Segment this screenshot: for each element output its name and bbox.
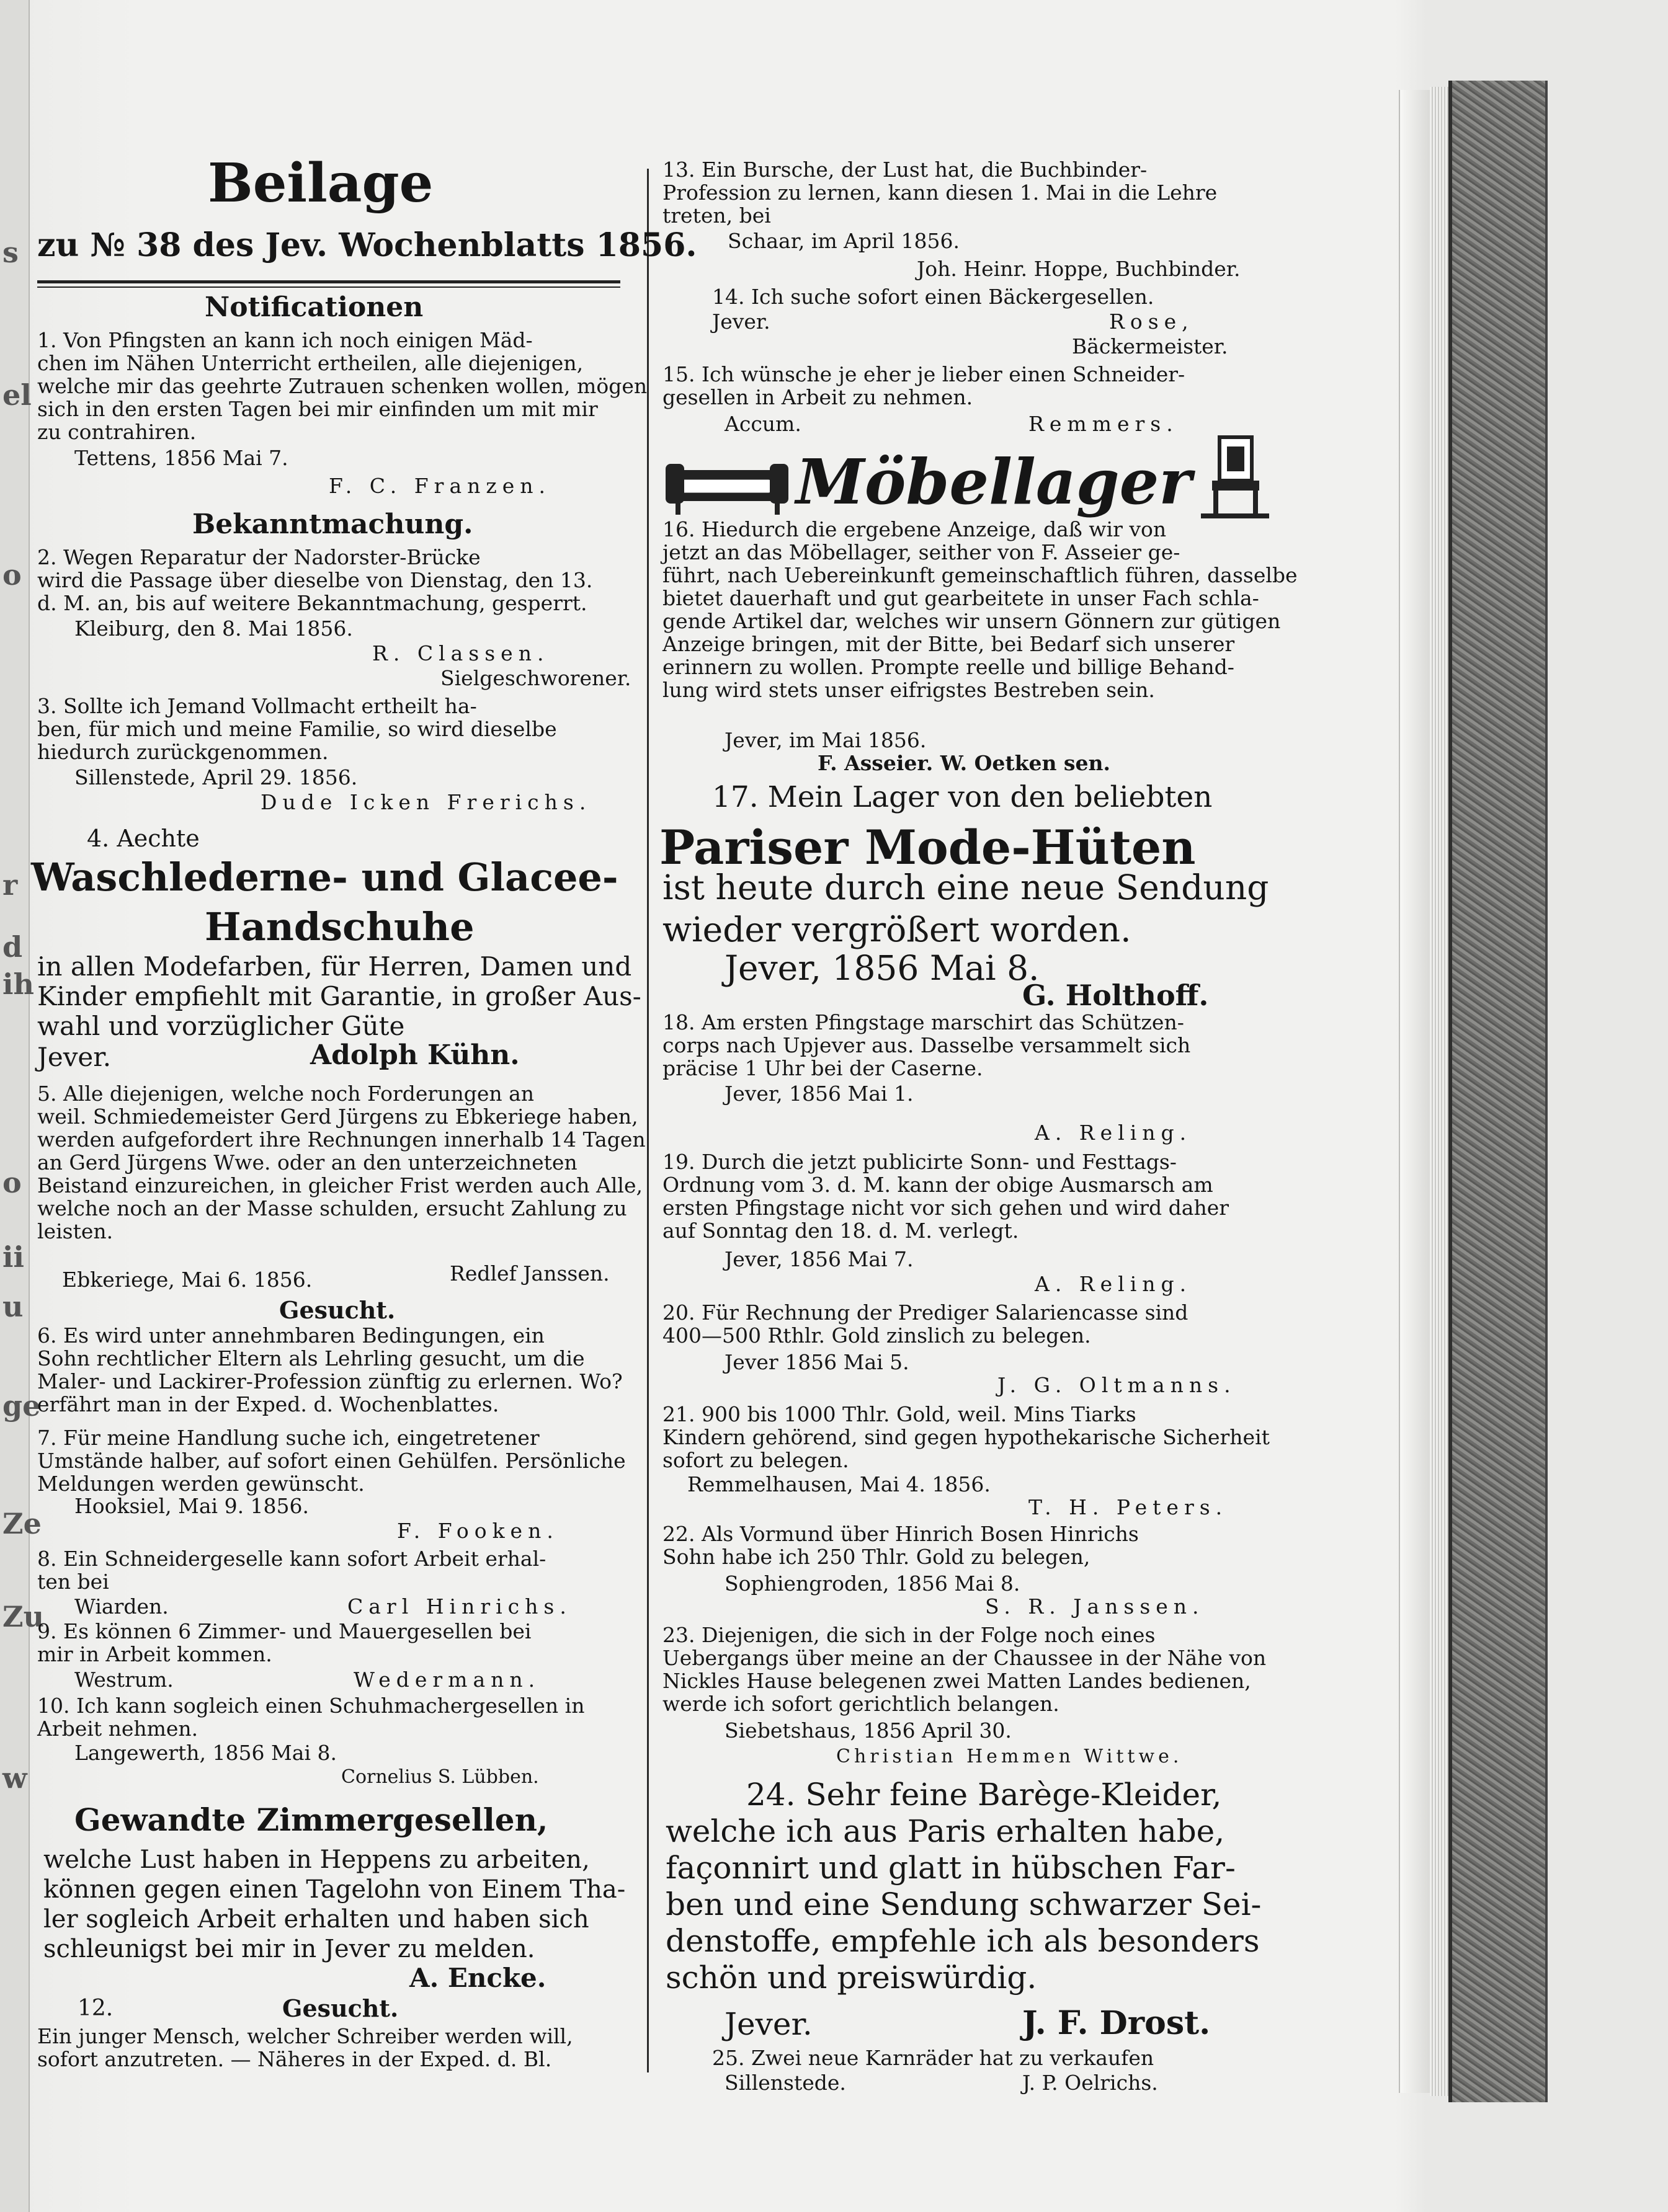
notice-place: Jever 1856 Mai 5. bbox=[725, 1350, 909, 1374]
notice-signature: F. Fooken. bbox=[397, 1519, 559, 1543]
notice-place: Sillenstede, April 29. 1856. bbox=[74, 765, 358, 789]
notice-signature: Remmers. bbox=[1028, 412, 1179, 436]
notice-signature: Adolph Kühn. bbox=[310, 1039, 520, 1071]
notice-place: Siebetshaus, 1856 April 30. bbox=[725, 1718, 1012, 1743]
notice-23: 23. Diejenigen, die sich in der Folge noch eines Uebergangs über meine an der Chaussee in der Nähe von Nickles Hause belegenen zwei Matten Landes bedienen, werde ich sofort gerichtlich belangen. bbox=[662, 1623, 1267, 1716]
ad-headline: Pariser Mode-Hüten bbox=[659, 820, 1196, 875]
chair-icon bbox=[1201, 434, 1269, 521]
notice-24: 24. Sehr feine Barège-Kleider, welche ich aus Paris erhalten habe, façonnirt und glatt in hübschen Far- ben und eine Sendung schwarzer Sei- denstoffe, empfehle ich als besonders schön und preiswürdig. bbox=[666, 1777, 1262, 1996]
notice-signature: J. G. Oltmanns. bbox=[997, 1373, 1236, 1397]
ad-headline: Möbellager bbox=[796, 445, 1192, 518]
notice-9: 9. Es können 6 Zimmer- und Mauergesellen bei mir in Arbeit kommen. bbox=[37, 1619, 532, 1666]
notice-place: Sophiengroden, 1856 Mai 8. bbox=[725, 1571, 1020, 1596]
notice-25: 25. Zwei neue Karnräder hat zu verkaufen bbox=[712, 2046, 1154, 2070]
notice-place: Jever, 1856 Mai 8. bbox=[725, 948, 1040, 988]
header-rule bbox=[37, 280, 620, 283]
notice-16: 16. Hiedurch die ergebene Anzeige, daß wir von jetzt an das Möbellager, seither von F. Asseier ge- führt, nach Uebereinkunft gemeinschaftlich führen, dasselbe bietet dauerhaft und gut gearbeitete in unser Fach schla- gende Artikel dar, welches wir unsern Gönnern zur gütigen Anzeige bringen, mit der Bitte, bei Bedarf sich unserer erinnern zu wollen. Prompte reelle und billige Behand- lung wird stets unser eifrigstes Bestreben sein. bbox=[662, 517, 1298, 702]
notice-signature: F. C. Franzen. bbox=[329, 474, 551, 498]
page-stack bbox=[1430, 87, 1448, 2096]
notice-signature: G. Holthoff. bbox=[1022, 979, 1209, 1012]
notice-signature: R. Classen. bbox=[372, 641, 550, 665]
section-heading: Gesucht. bbox=[282, 1994, 399, 2022]
notice-14: 14. Ich suche sofort einen Bäckergesellen. bbox=[712, 285, 1154, 309]
notice-number: 12. bbox=[78, 1996, 114, 2021]
notice-11: welche Lust haben in Heppens zu arbeiten, können gegen einen Tagelohn von Einem Tha- ler sogleich Arbeit erhalten und haben sich schleunigst bei mir in Jever zu melden. bbox=[43, 1846, 626, 1963]
previous-page-edge: s el o r d ih o ii u ge Ze Zu w bbox=[0, 0, 30, 2212]
notice-signature: Cornelius S. Lübben. bbox=[341, 1766, 539, 1788]
ad-line: ist heute durch eine neue Sendung bbox=[662, 868, 1269, 907]
notice-20: 20. Für Rechnung der Prediger Salariencasse sind 400—500 Rthlr. Gold zinslich zu belegen. bbox=[662, 1300, 1189, 1348]
notice-signature: Carl Hinrichs. bbox=[347, 1594, 572, 1619]
notice-signature: S. R. Janssen. bbox=[985, 1594, 1205, 1619]
notice-12: Ein junger Mensch, welcher Schreiber werden will, sofort anzutreten. — Näheres in der Exped. d. Bl. bbox=[37, 2024, 573, 2071]
notice-place: Kleiburg, den 8. Mai 1856. bbox=[74, 616, 353, 641]
ad-headline: Waschlederne- und Glacee- bbox=[31, 855, 618, 900]
notice-place: Jever, im Mai 1856. bbox=[725, 728, 927, 752]
book-spine bbox=[1448, 81, 1548, 2102]
notice-22: 22. Als Vormund über Hinrich Bosen Hinrichs Sohn habe ich 250 Thlr. Gold zu belegen, bbox=[662, 1522, 1139, 1569]
ad-headline: Handschuhe bbox=[205, 904, 475, 949]
notice-13: 13. Ein Bursche, der Lust hat, die Buchbinder- Profession zu lernen, kann diesen 1. Mai in die Lehre treten, bei bbox=[662, 158, 1218, 228]
notice-10: 10. Ich kann sogleich einen Schuhmachergesellen in Arbeit nehmen. bbox=[37, 1694, 585, 1741]
ad-headline: Gewandte Zimmergesellen, bbox=[74, 1801, 548, 1838]
section-heading: Bekanntmachung. bbox=[192, 509, 473, 540]
notice-5: 5. Alle diejenigen, welche noch Forderungen an weil. Schmiedemeister Gerd Jürgens zu Ebkeriege haben, werden aufgefordert ihre Rechnungen innerhalb 14 Tagen an Gerd Jürgens Wwe. oder an den unterzeichneten Beistand einzureichen, in gleicher Frist werden auch Alle, welche noch an der Masse schulden, ersucht Zahlung zu leisten. bbox=[37, 1082, 646, 1243]
notice-signature: A. Encke. bbox=[409, 1963, 546, 1993]
notice-3: 3. Sollte ich Jemand Vollmacht ertheilt ha- ben, für mich und meine Familie, so wird dieselbe hiedurch zurückgenommen. bbox=[37, 694, 557, 764]
notice-15: 15. Ich wünsche je eher je lieber einen Schneider- gesellen in Arbeit zu nehmen. bbox=[662, 362, 1185, 409]
notice-place: Schaar, im April 1856. bbox=[728, 229, 960, 253]
page-title: Beilage bbox=[208, 152, 434, 215]
sofa-icon bbox=[666, 458, 790, 520]
notice-signature: J. P. Oelrichs. bbox=[1022, 2071, 1158, 2095]
notice-1: 1. Von Pfingsten an kann ich noch einigen Mäd- chen im Nähen Unterricht ertheilen, alle diejenigen, welche mir das geehrte Zutrauen schenken wollen, mögen sich in den ersten Tagen bei mir einfinden um mit mir zu contrahiren. bbox=[37, 328, 648, 444]
notice-signature: J. F. Drost. bbox=[1022, 2004, 1211, 2042]
notice-role: Bäckermeister. bbox=[1072, 334, 1228, 358]
notice-4: in allen Modefarben, für Herren, Damen und Kinder empfiehlt mit Garantie, in großer Aus- wahl und vorzüglicher Güte bbox=[37, 951, 641, 1041]
notice-role: Sielgeschworener. bbox=[440, 666, 631, 690]
section-heading: Gesucht. bbox=[279, 1296, 396, 1324]
notice-7: 7. Für meine Handlung suche ich, eingetretener Umstände halber, auf sofort einen Gehülfen. Persönliche Meldungen werden gewünscht. bbox=[37, 1426, 626, 1496]
notice-place: Langewerth, 1856 Mai 8. bbox=[74, 1741, 337, 1765]
notice-place: Jever, 1856 Mai 7. bbox=[725, 1247, 914, 1271]
column-divider bbox=[647, 169, 649, 2072]
page-subtitle: zu № 38 des Jev. Wochenblatts 1856. bbox=[37, 226, 697, 264]
notice-place: Sillenstede. bbox=[725, 2071, 846, 2095]
notice-place: Jever, 1856 Mai 1. bbox=[725, 1082, 914, 1106]
notice-6: 6. Es wird unter annehmbaren Bedingungen, ein Sohn rechtlicher Eltern als Lehrling gesucht, um die Maler- und Lackirer-Profession zünftig zu erlernen. Wo? erfährt man in der Exped. d. Wochenblattes. bbox=[37, 1323, 623, 1416]
ad-line: 17. Mein Lager von den beliebten bbox=[712, 780, 1213, 814]
notice-place: Accum. bbox=[725, 412, 801, 436]
notice-signature: Rose, bbox=[1109, 309, 1194, 334]
notice-number: 4. Aechte bbox=[87, 825, 200, 852]
notice-21: 21. 900 bis 1000 Thlr. Gold, weil. Mins Tiarks Kindern gehörend, sind gegen hypothekarische Sicherheit sofort zu belegen. bbox=[662, 1402, 1270, 1472]
notice-place: Remmelhausen, Mai 4. 1856. bbox=[687, 1472, 991, 1496]
notice-place: Ebkeriege, Mai 6. 1856. bbox=[62, 1268, 313, 1292]
header-rule-thin bbox=[37, 286, 620, 288]
page-edge bbox=[1399, 90, 1431, 2093]
section-heading: Notificationen bbox=[205, 291, 424, 323]
ad-line: wieder vergrößert worden. bbox=[662, 910, 1131, 949]
notice-18: 18. Am ersten Pfingstage marschirt das Schützen- corps nach Upjever aus. Dasselbe versammelt sich präcise 1 Uhr bei der Caserne. bbox=[662, 1010, 1191, 1080]
notice-19: 19. Durch die jetzt publicirte Sonn- und Festtags- Ordnung vom 3. d. M. kann der obige Ausmarsch am ersten Pfingstage nicht vor sich gehen und wird daher auf Sonntag den 18. d. M. verlegt. bbox=[662, 1150, 1229, 1243]
notice-signature: Wedermann. bbox=[354, 1668, 541, 1692]
notice-place: Wiarden. bbox=[74, 1594, 169, 1619]
notice-signature: A. Reling. bbox=[1035, 1121, 1192, 1145]
notice-place: Westrum. bbox=[74, 1668, 174, 1692]
notice-2: 2. Wegen Reparatur der Nadorster-Brücke wird die Passage über dieselbe von Dienstag, den 13. d. M. an, bis auf weitere Bekanntmachung, gesperrt. bbox=[37, 545, 593, 615]
notice-place: Tettens, 1856 Mai 7. bbox=[74, 446, 288, 470]
notice-place: Jever. bbox=[37, 1042, 112, 1072]
notice-signature: Christian Hemmen Wittwe. bbox=[836, 1746, 1183, 1767]
notice-8: 8. Ein Schneidergeselle kann sofort Arbeit erhal- ten bei bbox=[37, 1547, 546, 1594]
notice-signature: Dude Icken Frerichs. bbox=[261, 790, 592, 814]
notice-place: Jever. bbox=[712, 309, 770, 334]
notice-signature: F. Asseier. W. Oetken sen. bbox=[818, 751, 1110, 775]
notice-signature: Redlef Janssen. bbox=[450, 1261, 610, 1286]
notice-place: Jever. bbox=[725, 2006, 813, 2042]
notice-signature: A. Reling. bbox=[1035, 1272, 1192, 1296]
notice-signature: T. H. Peters. bbox=[1028, 1495, 1228, 1519]
notice-place: Hooksiel, Mai 9. 1856. bbox=[74, 1494, 310, 1518]
notice-signature: Joh. Heinr. Hoppe, Buchbinder. bbox=[917, 257, 1241, 281]
